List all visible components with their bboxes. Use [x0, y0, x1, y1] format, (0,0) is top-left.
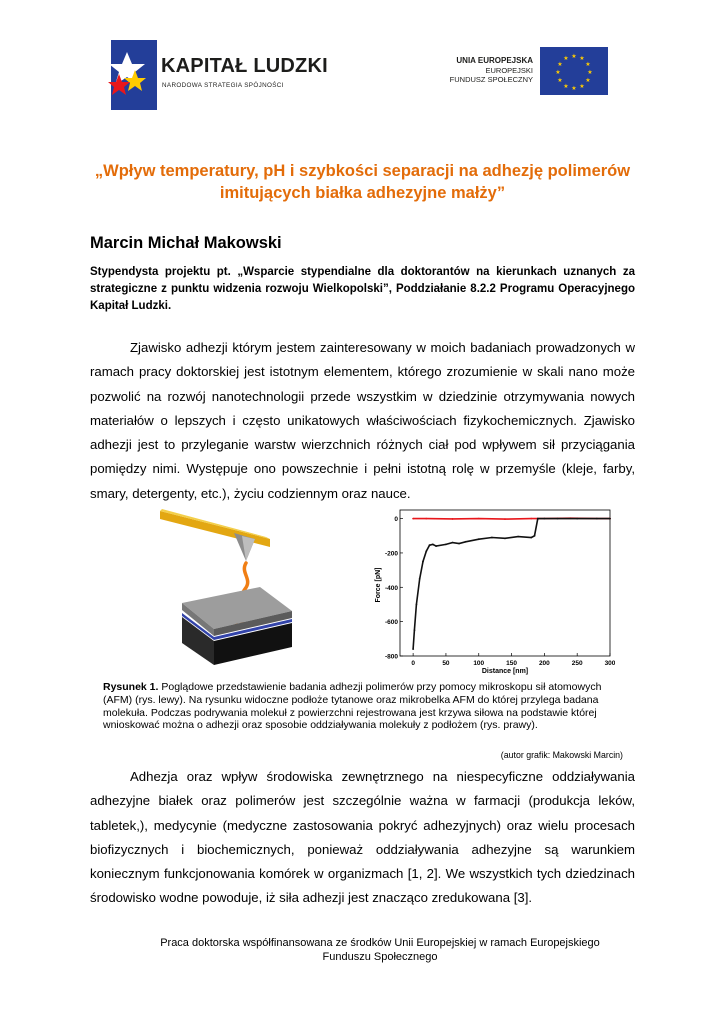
- y-tick-label: -800: [384, 653, 398, 661]
- point-approach: [478, 538, 480, 540]
- point-retract: [425, 518, 427, 520]
- y-tick-label: 0: [394, 516, 398, 524]
- chart-y-label: Force [pN]: [375, 567, 382, 603]
- point-approach: [416, 604, 418, 606]
- point-approach: [534, 535, 536, 537]
- x-tick-label: 150: [506, 660, 517, 667]
- point-approach: [537, 518, 539, 520]
- eu-flag-icon: [540, 47, 608, 95]
- point-approach: [429, 544, 431, 546]
- x-tick-label: 200: [538, 660, 550, 667]
- kapital-ludzki-subtitle: NARODOWA STRATEGIA SPÓJNOŚCI: [162, 82, 284, 89]
- point-retract: [412, 518, 414, 520]
- point-approach: [412, 648, 414, 650]
- point-approach: [414, 629, 416, 631]
- eu-line1: UNIA EUROPEJSKA: [456, 56, 533, 65]
- svg-text:★: ★: [571, 53, 577, 60]
- point-approach: [530, 537, 532, 539]
- author-name: Marcin Michał Makowski: [90, 234, 282, 252]
- svg-text:★: ★: [579, 83, 585, 90]
- paragraph-2: Adhezja oraz wpływ środowiska zewnętrznego na niespecyficzne oddziaływania adhezyjne białek oraz polimerów jest szczególnie ważna w farmacji (produkcja leków, tabletek,), medycynie (medyczne zastosowania pokryć adhezyjnych) oraz wielu procesach biofizycznych i biochemicznych, ponieważ oddziaływania adhezyjne są warunkiem koniecznym funkcjonowania komórek w organizmach [1, 2]. We wszystkich tych dziedzinach środowisko wodne powoduje, iż siła adhezji jest znacząco zredukowana [3].: [90, 769, 635, 906]
- scholarship-note: Stypendysta projektu pt. „Wsparcie stypendialne dla doktorantów na kierunkach uznanych za strategiczne z punktu widzenia rozwoju Wielkopolski”, Poddziałanie 8.2.2 Programu Operacyjnego Kapitał Ludzki.: [90, 266, 635, 312]
- svg-text:★: ★: [563, 83, 569, 90]
- point-approach: [576, 518, 578, 520]
- x-tick-label: 50: [442, 660, 450, 667]
- point-approach: [425, 550, 427, 552]
- point-approach: [435, 545, 437, 547]
- eu-fund-label: [398, 56, 533, 85]
- point-approach: [557, 518, 559, 520]
- kapital-ludzki-logo: [105, 40, 328, 110]
- plot-frame: [400, 510, 610, 656]
- point-approach: [596, 518, 598, 520]
- point-approach: [458, 543, 460, 545]
- document-title: „Wpływ temperatury, pH i szybkości separacji na adhezję polimerów imitujących białka adhezyjne małży”: [94, 162, 631, 202]
- x-tick-label: 300: [604, 660, 615, 667]
- svg-text:★: ★: [587, 69, 593, 76]
- point-approach: [452, 542, 454, 544]
- kapital-ludzki-emblem-icon: [105, 40, 160, 110]
- point-approach: [419, 578, 421, 580]
- afm-illustration: [160, 503, 350, 675]
- point-approach: [609, 518, 611, 520]
- point-approach: [432, 543, 434, 545]
- point-approach: [445, 543, 447, 545]
- y-tick-label: -600: [384, 619, 398, 627]
- x-tick-label: 0: [411, 660, 415, 667]
- caption-label: Rysunek 1.: [103, 681, 159, 693]
- point-retract: [504, 518, 506, 520]
- caption-text: Poglądowe przedstawienie badania adhezji polimerów przy pomocy mikroskopu sił atomowych (AFM) (rys. lewy). Na rysunku widoczne podłoże tytanowe oraz mikrobelka AFM do której przylega badana molekuła. Podczas podrywania molekuł z powierzchni rejestrowana jest krzywa siłowa na podstawie której wnioskować można o adhezji oraz sposobie oddziaływania molekuły z podłożem (rys. prawy).: [103, 681, 602, 732]
- svg-text:★: ★: [563, 55, 569, 62]
- point-approach: [543, 518, 545, 520]
- point-retract: [478, 518, 480, 520]
- point-retract: [530, 518, 532, 520]
- footer-note: Praca doktorska współfinansowana ze środków Unii Europejskiej w ramach Europejskiego Funduszu Społecznego: [160, 937, 600, 963]
- svg-text:★: ★: [557, 61, 563, 68]
- point-approach: [465, 541, 467, 543]
- paragraph-1: Zjawisko adhezji którym jestem zainteresowany w moich badaniach prowadzonych w ramach pracy doktorskiej jest istotnym elementem, którego zrozumienie w skali nano może pozwolić na rozwój nanotechnologii przede wszystkim w dziedzinie otrzymywania nowych materiałów o lepszych i często unikatowych właściwościach fizykochemicznych. Zjawisko adhezji jest to przyleganie warstw wierzchnich różnych ciał pod wpływem sił przyciągania pomiędzy nimi. Występuje ono powszechnie i pełni istotną rolę w przemyśle (kleje, farby, smary, detergenty, etc.), życiu codziennym oraz nauce.: [90, 340, 635, 501]
- svg-text:★: ★: [579, 55, 585, 62]
- x-tick-label: 100: [473, 660, 485, 667]
- eu-line2: EUROPEJSKI: [485, 65, 533, 75]
- figure-caption: [103, 681, 623, 732]
- point-approach: [504, 537, 506, 539]
- point-retract: [452, 518, 454, 520]
- y-tick-label: -200: [384, 550, 398, 558]
- kapital-ludzki-name: KAPITAŁ LUDZKI: [161, 55, 328, 77]
- svg-text:★: ★: [585, 61, 591, 68]
- point-approach: [491, 537, 493, 539]
- force-distance-chart: [370, 505, 615, 680]
- point-approach: [422, 561, 424, 563]
- y-tick-label: -400: [384, 584, 398, 592]
- eu-line3: FUNDUSZ SPOŁECZNY: [449, 75, 533, 84]
- svg-text:★: ★: [555, 69, 561, 76]
- chart-x-label: Distance [nm]: [481, 668, 529, 675]
- svg-text:★: ★: [585, 77, 591, 84]
- caption-credit: (autor grafik: Makowski Marcin): [500, 750, 623, 760]
- x-tick-label: 250: [571, 660, 583, 667]
- svg-text:★: ★: [571, 85, 577, 92]
- svg-text:★: ★: [557, 77, 563, 84]
- point-approach: [517, 536, 519, 538]
